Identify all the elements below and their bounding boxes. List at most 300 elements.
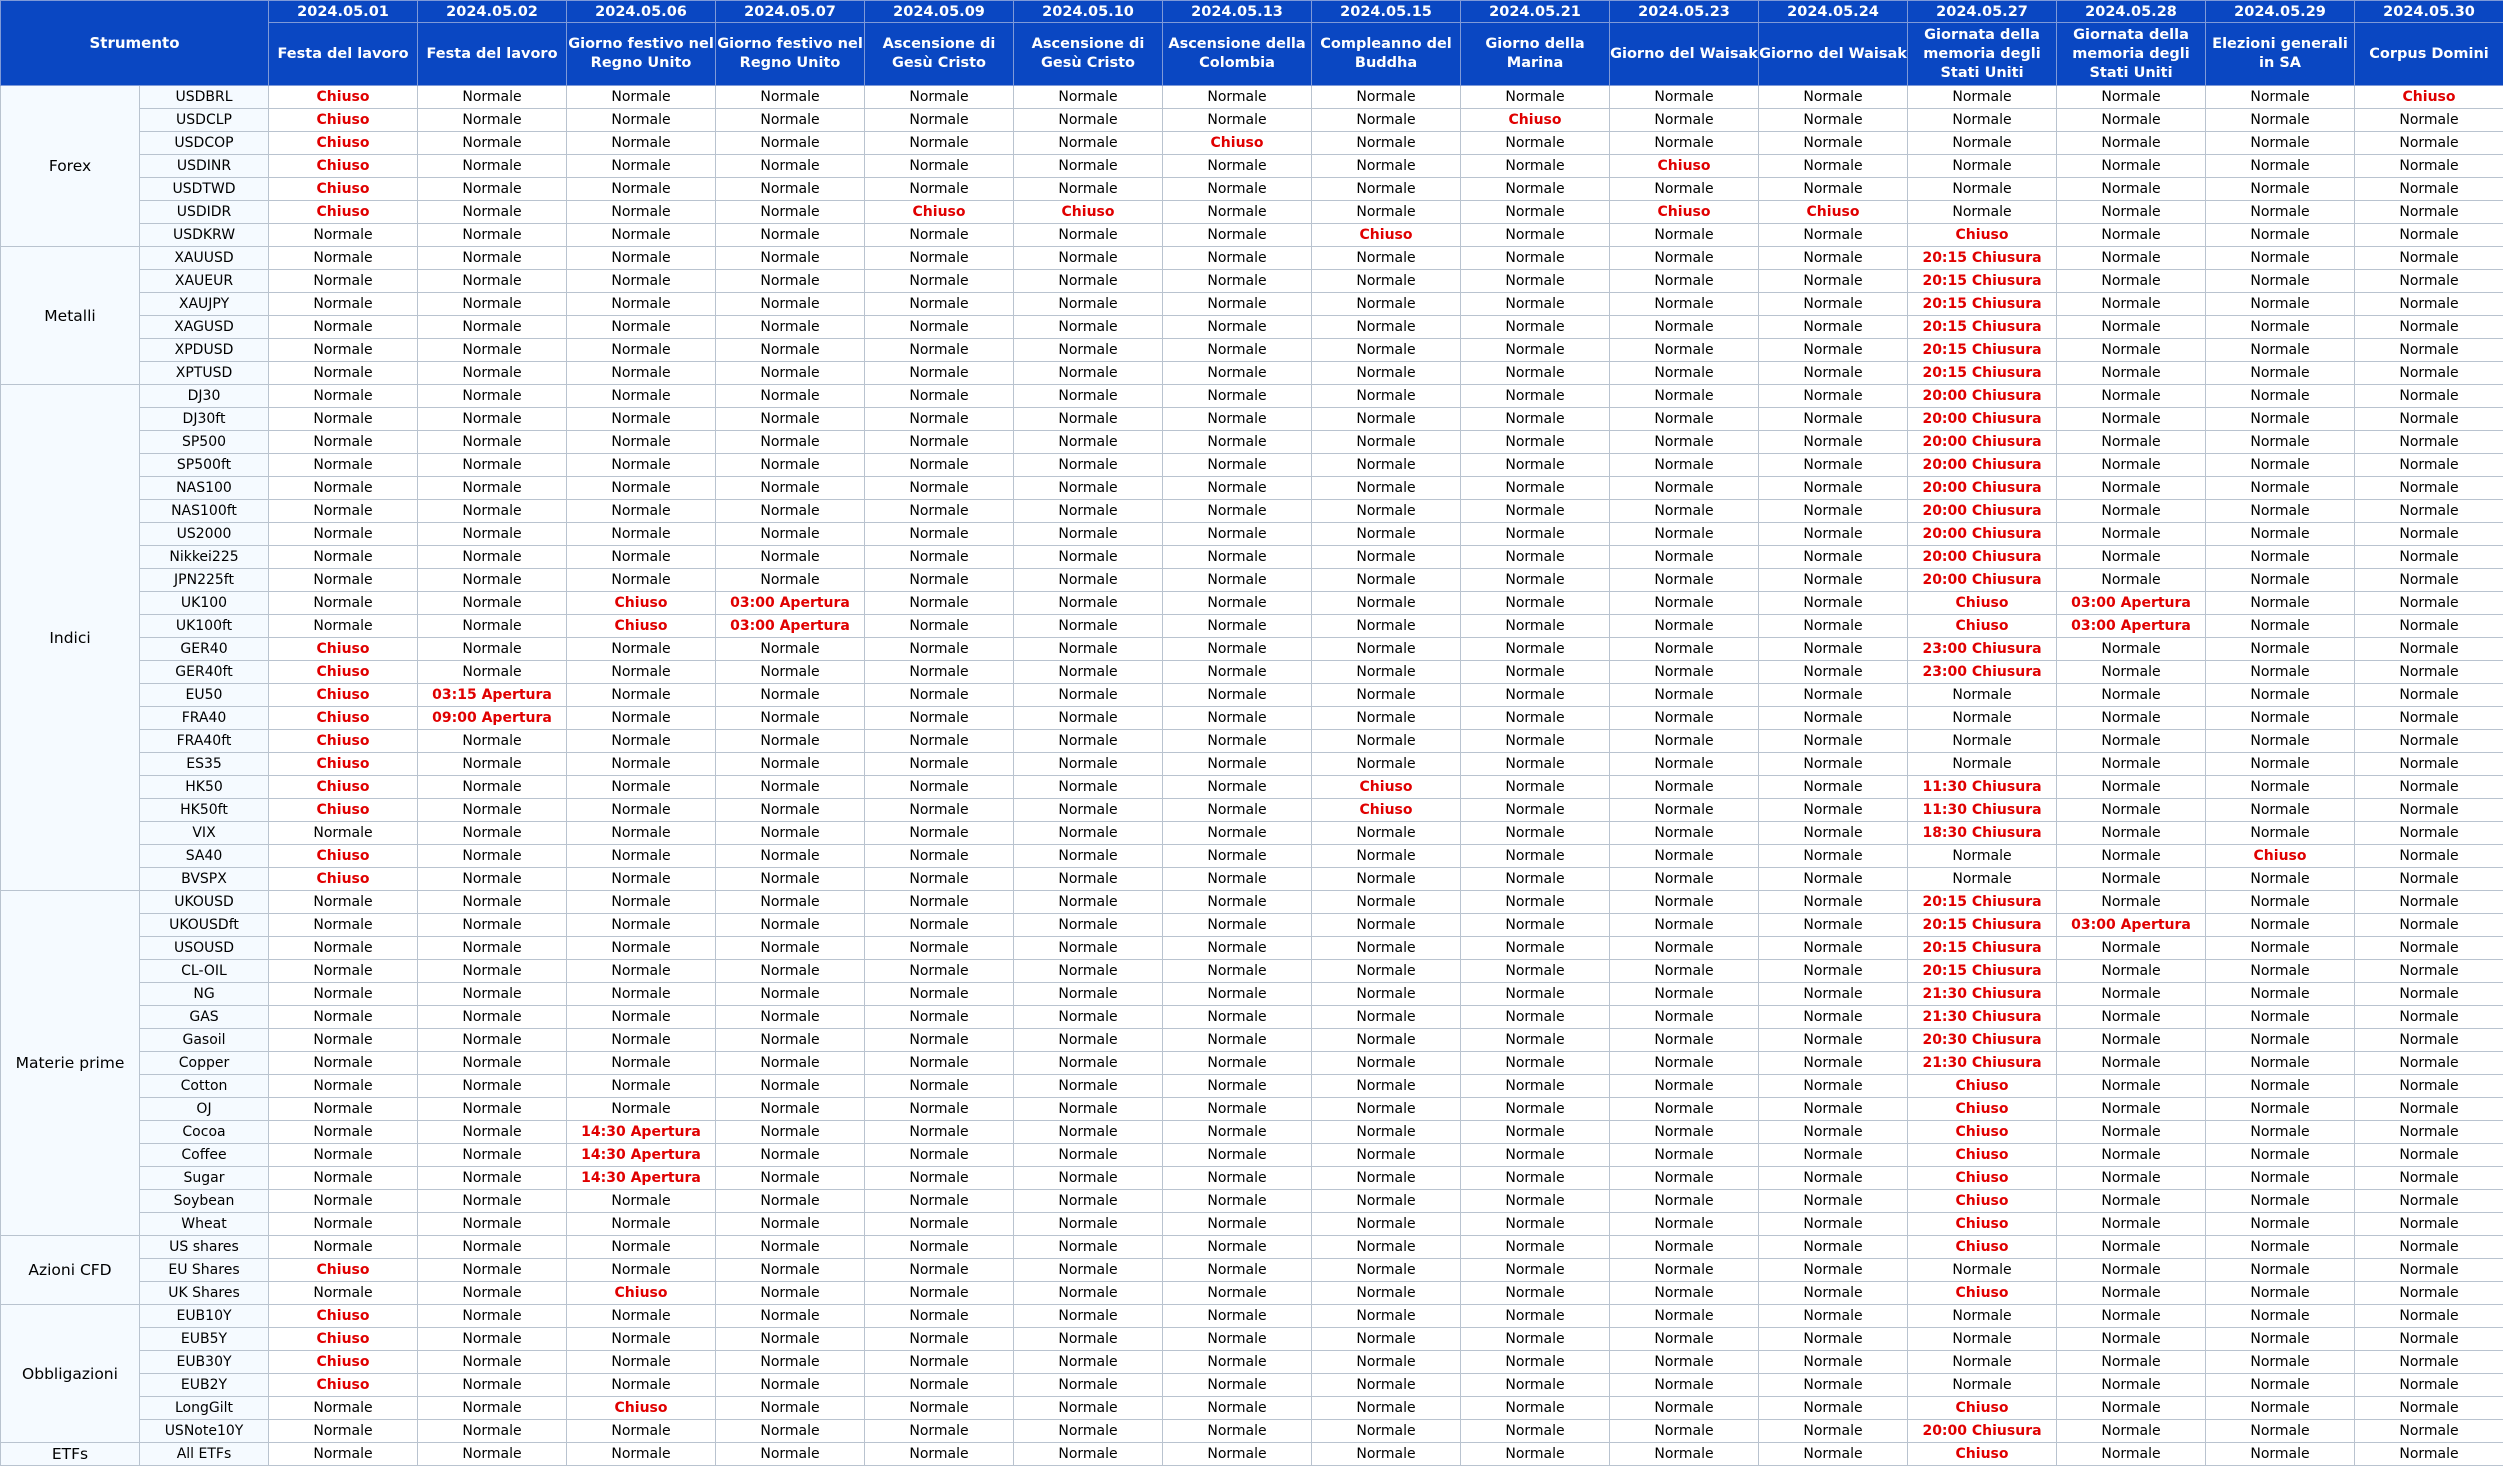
status-cell: Normale <box>2206 454 2355 477</box>
status-cell: Normale <box>2206 707 2355 730</box>
status-cell: Normale <box>1014 523 1163 546</box>
status-cell: Normale <box>1163 1213 1312 1236</box>
group-label: Azioni CFD <box>1 1236 140 1305</box>
status-cell: Normale <box>1759 293 1908 316</box>
table-row <box>1 477 2503 500</box>
status-cell-alert: 20:15 Chiusura <box>1908 293 2057 316</box>
status-cell: Normale <box>1461 86 1610 109</box>
status-cell: Normale <box>418 1282 567 1305</box>
status-cell-alert: Chiuso <box>865 201 1014 224</box>
status-cell-alert: Chiuso <box>269 799 418 822</box>
status-cell: Normale <box>1461 592 1610 615</box>
status-cell-alert: 18:30 Chiusura <box>1908 822 2057 845</box>
status-cell: Normale <box>1610 1029 1759 1052</box>
status-cell: Normale <box>1312 1236 1461 1259</box>
holiday-header: Elezioni generali in SA <box>2206 23 2355 86</box>
table-row <box>1 523 2503 546</box>
status-cell: Normale <box>865 477 1014 500</box>
status-cell: Normale <box>418 914 567 937</box>
status-cell: Normale <box>716 86 865 109</box>
status-cell: Normale <box>1312 914 1461 937</box>
instrument-name: ES35 <box>140 753 269 776</box>
status-cell: Normale <box>418 523 567 546</box>
status-cell-alert: 03:15 Apertura <box>418 684 567 707</box>
status-cell: Normale <box>2057 500 2206 523</box>
status-cell: Normale <box>1759 1029 1908 1052</box>
status-cell: Normale <box>2057 1144 2206 1167</box>
status-cell: Normale <box>1759 592 1908 615</box>
status-cell: Normale <box>418 615 567 638</box>
status-cell: Normale <box>1312 707 1461 730</box>
status-cell: Normale <box>1312 523 1461 546</box>
status-cell: Normale <box>2057 1190 2206 1213</box>
status-cell: Normale <box>418 1374 567 1397</box>
status-cell: Normale <box>1610 500 1759 523</box>
status-cell: Normale <box>2206 1282 2355 1305</box>
instrument-name: Wheat <box>140 1213 269 1236</box>
status-cell: Normale <box>865 1213 1014 1236</box>
status-cell: Normale <box>2355 937 2503 960</box>
status-cell: Normale <box>567 1236 716 1259</box>
status-cell: Normale <box>865 431 1014 454</box>
status-cell: Normale <box>1014 960 1163 983</box>
status-cell: Normale <box>2206 1397 2355 1420</box>
status-cell: Normale <box>1759 1098 1908 1121</box>
status-cell: Normale <box>567 431 716 454</box>
status-cell: Normale <box>1610 1236 1759 1259</box>
status-cell: Normale <box>716 1121 865 1144</box>
status-cell: Normale <box>865 270 1014 293</box>
status-cell: Normale <box>865 454 1014 477</box>
status-cell: Normale <box>1163 247 1312 270</box>
status-cell-alert: 20:15 Chiusura <box>1908 362 2057 385</box>
instrument-name: HK50ft <box>140 799 269 822</box>
status-cell: Normale <box>1461 615 1610 638</box>
status-cell: Normale <box>865 592 1014 615</box>
status-cell: Normale <box>1163 822 1312 845</box>
status-cell: Normale <box>2057 707 2206 730</box>
status-cell-alert: Chiuso <box>2355 86 2503 109</box>
status-cell: Normale <box>269 592 418 615</box>
status-cell: Normale <box>2057 730 2206 753</box>
status-cell: Normale <box>1759 822 1908 845</box>
status-cell: Normale <box>1163 1305 1312 1328</box>
status-cell: Normale <box>1163 1236 1312 1259</box>
status-cell: Normale <box>2355 983 2503 1006</box>
status-cell: Normale <box>418 270 567 293</box>
status-cell: Normale <box>1610 1374 1759 1397</box>
status-cell: Normale <box>1312 960 1461 983</box>
status-cell: Normale <box>1014 1420 1163 1443</box>
status-cell: Normale <box>1312 569 1461 592</box>
status-cell: Normale <box>716 454 865 477</box>
instrument-name: XAUEUR <box>140 270 269 293</box>
status-cell: Normale <box>418 822 567 845</box>
status-cell: Normale <box>1759 1190 1908 1213</box>
status-cell: Normale <box>567 937 716 960</box>
status-cell: Normale <box>1759 1420 1908 1443</box>
status-cell-alert: Chiuso <box>1014 201 1163 224</box>
status-cell: Normale <box>1163 1098 1312 1121</box>
status-cell: Normale <box>269 431 418 454</box>
status-cell: Normale <box>1014 1259 1163 1282</box>
status-cell: Normale <box>2206 937 2355 960</box>
status-cell: Normale <box>269 891 418 914</box>
status-cell: Normale <box>716 753 865 776</box>
status-cell: Normale <box>1312 615 1461 638</box>
status-cell: Normale <box>1163 454 1312 477</box>
status-cell: Normale <box>865 730 1014 753</box>
status-cell: Normale <box>1312 753 1461 776</box>
instrument-name: UK Shares <box>140 1282 269 1305</box>
date-header: 2024.05.27 <box>1908 1 2057 23</box>
status-cell: Normale <box>2355 362 2503 385</box>
status-cell: Normale <box>2206 155 2355 178</box>
status-cell: Normale <box>269 937 418 960</box>
status-cell: Normale <box>1759 178 1908 201</box>
status-cell: Normale <box>1759 155 1908 178</box>
status-cell: Normale <box>865 638 1014 661</box>
status-cell: Normale <box>567 362 716 385</box>
table-row <box>1 1167 2503 1190</box>
status-cell: Normale <box>1759 1259 1908 1282</box>
status-cell: Normale <box>567 293 716 316</box>
instrument-name: Sugar <box>140 1167 269 1190</box>
status-cell: Normale <box>1014 845 1163 868</box>
status-cell: Normale <box>1759 523 1908 546</box>
status-cell: Normale <box>1163 914 1312 937</box>
status-cell: Normale <box>567 132 716 155</box>
status-cell: Normale <box>716 477 865 500</box>
instrument-name: USDINR <box>140 155 269 178</box>
status-cell-alert: 14:30 Apertura <box>567 1144 716 1167</box>
status-cell: Normale <box>567 201 716 224</box>
instrument-name: USDCOP <box>140 132 269 155</box>
status-cell-alert: 20:00 Chiusura <box>1908 385 2057 408</box>
status-cell: Normale <box>2355 799 2503 822</box>
status-cell: Normale <box>1461 1029 1610 1052</box>
status-cell: Normale <box>1163 799 1312 822</box>
status-cell: Normale <box>1312 201 1461 224</box>
status-cell: Normale <box>567 1029 716 1052</box>
status-cell: Normale <box>567 983 716 1006</box>
status-cell: Normale <box>1014 1144 1163 1167</box>
status-cell: Normale <box>1610 293 1759 316</box>
status-cell: Normale <box>716 1236 865 1259</box>
status-cell: Normale <box>1610 1282 1759 1305</box>
status-cell: Normale <box>865 316 1014 339</box>
status-cell: Normale <box>2057 1443 2206 1466</box>
status-cell: Normale <box>1312 1282 1461 1305</box>
status-cell: Normale <box>269 362 418 385</box>
status-cell: Normale <box>716 362 865 385</box>
status-cell: Normale <box>418 868 567 891</box>
status-cell: Normale <box>567 316 716 339</box>
status-cell-alert: Chiuso <box>269 707 418 730</box>
status-cell: Normale <box>2206 201 2355 224</box>
status-cell: Normale <box>1908 201 2057 224</box>
status-cell: Normale <box>2057 1420 2206 1443</box>
status-cell: Normale <box>418 1006 567 1029</box>
status-cell-alert: 20:15 Chiusura <box>1908 937 2057 960</box>
status-cell: Normale <box>1014 362 1163 385</box>
status-cell: Normale <box>716 1305 865 1328</box>
instrument-name: SA40 <box>140 845 269 868</box>
status-cell: Normale <box>418 500 567 523</box>
status-cell: Normale <box>2057 247 2206 270</box>
status-cell: Normale <box>418 592 567 615</box>
status-cell: Normale <box>2355 431 2503 454</box>
status-cell: Normale <box>1610 684 1759 707</box>
status-cell: Normale <box>1461 454 1610 477</box>
status-cell: Normale <box>567 1098 716 1121</box>
status-cell-alert: 20:15 Chiusura <box>1908 914 2057 937</box>
status-cell: Normale <box>1759 454 1908 477</box>
status-cell: Normale <box>1461 937 1610 960</box>
status-cell: Normale <box>1312 1006 1461 1029</box>
status-cell: Normale <box>1312 1328 1461 1351</box>
status-cell: Normale <box>2206 1420 2355 1443</box>
status-cell: Normale <box>1461 1167 1610 1190</box>
status-cell: Normale <box>1163 983 1312 1006</box>
status-cell: Normale <box>567 270 716 293</box>
table-row <box>1 362 2503 385</box>
group-label: ETFs <box>1 1443 140 1466</box>
status-cell: Normale <box>716 1259 865 1282</box>
table-row <box>1 983 2503 1006</box>
status-cell: Normale <box>865 385 1014 408</box>
status-cell: Normale <box>1759 707 1908 730</box>
status-cell: Normale <box>418 178 567 201</box>
status-cell: Normale <box>716 1374 865 1397</box>
status-cell: Normale <box>1759 1144 1908 1167</box>
status-cell: Normale <box>1312 1259 1461 1282</box>
status-cell: Normale <box>1610 1075 1759 1098</box>
status-cell: Normale <box>1610 1006 1759 1029</box>
status-cell: Normale <box>1014 1190 1163 1213</box>
status-cell: Normale <box>865 155 1014 178</box>
status-cell: Normale <box>1610 316 1759 339</box>
status-cell-alert: Chiuso <box>269 1259 418 1282</box>
status-cell: Normale <box>567 661 716 684</box>
table-row <box>1 1443 2503 1466</box>
status-cell: Normale <box>1163 960 1312 983</box>
status-cell: Normale <box>418 1305 567 1328</box>
status-cell: Normale <box>1014 891 1163 914</box>
status-cell: Normale <box>2355 1282 2503 1305</box>
status-cell: Normale <box>716 983 865 1006</box>
status-cell: Normale <box>2206 684 2355 707</box>
instrument-name: EU Shares <box>140 1259 269 1282</box>
status-cell: Normale <box>865 1397 1014 1420</box>
status-cell: Normale <box>2057 983 2206 1006</box>
status-cell: Normale <box>2206 661 2355 684</box>
table-row <box>1 684 2503 707</box>
holiday-header: Ascensione di Gesù Cristo <box>865 23 1014 86</box>
holiday-header: Giorno festivo nel Regno Unito <box>716 23 865 86</box>
status-cell: Normale <box>2057 891 2206 914</box>
status-cell: Normale <box>1461 638 1610 661</box>
instrument-name: LongGilt <box>140 1397 269 1420</box>
status-cell: Normale <box>269 477 418 500</box>
status-cell: Normale <box>2206 914 2355 937</box>
status-cell: Normale <box>2355 477 2503 500</box>
date-header: 2024.05.29 <box>2206 1 2355 23</box>
status-cell: Normale <box>1014 799 1163 822</box>
status-cell: Normale <box>1312 316 1461 339</box>
status-cell: Normale <box>567 1305 716 1328</box>
status-cell-alert: 03:00 Apertura <box>716 592 865 615</box>
table-row <box>1 845 2503 868</box>
status-cell: Normale <box>269 385 418 408</box>
status-cell-alert: 03:00 Apertura <box>716 615 865 638</box>
status-cell-alert: 11:30 Chiusura <box>1908 799 2057 822</box>
table-row <box>1 1098 2503 1121</box>
status-cell: Normale <box>1610 914 1759 937</box>
status-cell: Normale <box>1610 1259 1759 1282</box>
status-cell: Normale <box>567 1374 716 1397</box>
instrument-name: USDIDR <box>140 201 269 224</box>
status-cell: Normale <box>2057 868 2206 891</box>
status-cell: Normale <box>1312 1052 1461 1075</box>
status-cell: Normale <box>1759 684 1908 707</box>
holiday-header: Ascensione di Gesù Cristo <box>1014 23 1163 86</box>
status-cell-alert: Chiuso <box>269 132 418 155</box>
status-cell: Normale <box>1759 1374 1908 1397</box>
status-cell: Normale <box>865 753 1014 776</box>
status-cell: Normale <box>1163 339 1312 362</box>
status-cell: Normale <box>1014 776 1163 799</box>
instrument-name: GAS <box>140 1006 269 1029</box>
status-cell: Normale <box>1759 753 1908 776</box>
status-cell: Normale <box>2355 1328 2503 1351</box>
status-cell: Normale <box>1312 293 1461 316</box>
status-cell: Normale <box>418 1121 567 1144</box>
status-cell: Normale <box>1759 431 1908 454</box>
status-cell-alert: Chiuso <box>269 155 418 178</box>
status-cell-alert: 20:00 Chiusura <box>1908 431 2057 454</box>
status-cell: Normale <box>1014 385 1163 408</box>
status-cell: Normale <box>1759 1075 1908 1098</box>
status-cell-alert: Chiuso <box>1908 592 2057 615</box>
status-cell: Normale <box>1610 1190 1759 1213</box>
status-cell: Normale <box>1461 1236 1610 1259</box>
status-cell: Normale <box>418 983 567 1006</box>
status-cell: Normale <box>2355 523 2503 546</box>
status-cell: Normale <box>418 1052 567 1075</box>
status-cell: Normale <box>567 1420 716 1443</box>
status-cell: Normale <box>865 1098 1014 1121</box>
status-cell: Normale <box>716 1282 865 1305</box>
date-header: 2024.05.23 <box>1610 1 1759 23</box>
status-cell-alert: Chiuso <box>1908 1236 2057 1259</box>
status-cell: Normale <box>2355 1236 2503 1259</box>
status-cell-alert: Chiuso <box>269 1328 418 1351</box>
status-cell: Normale <box>1908 178 2057 201</box>
status-cell: Normale <box>1014 1029 1163 1052</box>
status-cell-alert: Chiuso <box>269 868 418 891</box>
status-cell-alert: 20:15 Chiusura <box>1908 270 2057 293</box>
status-cell: Normale <box>1312 155 1461 178</box>
status-cell: Normale <box>2355 1121 2503 1144</box>
status-cell: Normale <box>2057 1052 2206 1075</box>
status-cell: Normale <box>2057 569 2206 592</box>
status-cell: Normale <box>716 638 865 661</box>
status-cell-alert: Chiuso <box>1908 1121 2057 1144</box>
status-cell: Normale <box>1610 776 1759 799</box>
status-cell: Normale <box>1610 247 1759 270</box>
status-cell: Normale <box>2206 1374 2355 1397</box>
status-cell: Normale <box>1014 615 1163 638</box>
status-cell: Normale <box>2355 1029 2503 1052</box>
status-cell: Normale <box>1312 270 1461 293</box>
status-cell: Normale <box>1163 293 1312 316</box>
status-cell: Normale <box>1759 1282 1908 1305</box>
status-cell: Normale <box>1759 408 1908 431</box>
status-cell: Normale <box>1461 1374 1610 1397</box>
status-cell: Normale <box>567 247 716 270</box>
status-cell: Normale <box>1610 1052 1759 1075</box>
status-cell-alert: 20:15 Chiusura <box>1908 960 2057 983</box>
table-row <box>1 408 2503 431</box>
status-cell: Normale <box>865 1144 1014 1167</box>
status-cell: Normale <box>1908 1328 2057 1351</box>
status-cell: Normale <box>1312 937 1461 960</box>
status-cell-alert: Chiuso <box>567 615 716 638</box>
status-cell: Normale <box>567 753 716 776</box>
status-cell: Normale <box>1163 1374 1312 1397</box>
status-cell: Normale <box>2355 546 2503 569</box>
status-cell: Normale <box>567 1328 716 1351</box>
status-cell: Normale <box>2355 661 2503 684</box>
status-cell-alert: Chiuso <box>1759 201 1908 224</box>
instrument-name: Cocoa <box>140 1121 269 1144</box>
status-cell-alert: Chiuso <box>1908 224 2057 247</box>
status-cell: Normale <box>1759 86 1908 109</box>
status-cell: Normale <box>418 730 567 753</box>
status-cell: Normale <box>2206 86 2355 109</box>
status-cell: Normale <box>865 960 1014 983</box>
status-cell: Normale <box>1461 293 1610 316</box>
status-cell: Normale <box>567 569 716 592</box>
status-cell: Normale <box>418 385 567 408</box>
status-cell: Normale <box>716 1443 865 1466</box>
status-cell: Normale <box>418 454 567 477</box>
status-cell: Normale <box>716 776 865 799</box>
status-cell: Normale <box>1014 132 1163 155</box>
group-label: Forex <box>1 86 140 247</box>
holiday-header: Festa del lavoro <box>269 23 418 86</box>
table-row <box>1 1328 2503 1351</box>
date-header: 2024.05.06 <box>567 1 716 23</box>
status-cell: Normale <box>2355 845 2503 868</box>
date-header: 2024.05.15 <box>1312 1 1461 23</box>
status-cell: Normale <box>269 546 418 569</box>
status-cell: Normale <box>2355 500 2503 523</box>
status-cell: Normale <box>1610 1420 1759 1443</box>
status-cell: Normale <box>865 569 1014 592</box>
status-cell: Normale <box>1163 1351 1312 1374</box>
status-cell: Normale <box>1312 1029 1461 1052</box>
status-cell: Normale <box>1312 1144 1461 1167</box>
table-row <box>1 500 2503 523</box>
status-cell: Normale <box>1014 730 1163 753</box>
status-cell: Normale <box>865 86 1014 109</box>
header-holidays-row <box>1 23 2503 86</box>
status-cell: Normale <box>2206 1443 2355 1466</box>
status-cell: Normale <box>1312 86 1461 109</box>
status-cell: Normale <box>1014 684 1163 707</box>
